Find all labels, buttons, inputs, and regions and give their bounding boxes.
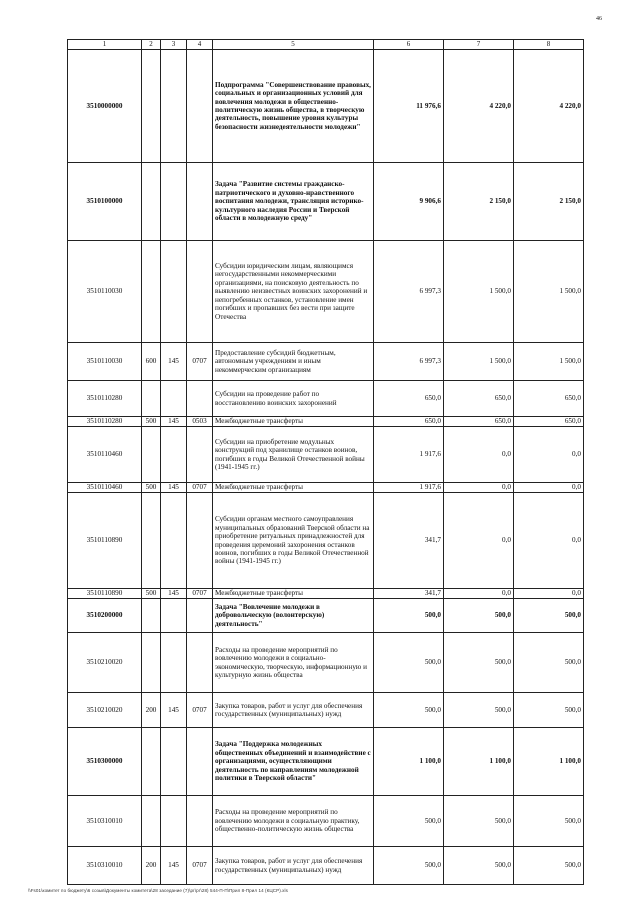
num-cell [161, 493, 187, 589]
value-cell: 1 917,6 [374, 427, 444, 483]
code-cell: 3510210020 [68, 693, 142, 728]
value-cell: 650,0 [514, 381, 584, 417]
num-cell [161, 241, 187, 343]
name-cell: Расходы на проведение мероприятий по вовлечению молодежи в социальную практику, общественно-политическую жизнь общества [213, 796, 374, 847]
table-row [68, 633, 584, 693]
value-cell: 2 150,0 [444, 163, 514, 241]
num-cell [142, 241, 161, 343]
num-cell: 0707 [187, 589, 213, 599]
value-cell: 6 997,3 [374, 343, 444, 381]
value-cell: 500,0 [514, 633, 584, 693]
num-cell [187, 241, 213, 343]
code-cell: 3510110890 [68, 493, 142, 589]
value-cell: 500,0 [444, 796, 514, 847]
code-cell: 3510210020 [68, 633, 142, 693]
num-cell: 200 [142, 847, 161, 885]
num-cell [142, 163, 161, 241]
num-cell: 600 [142, 343, 161, 381]
code-cell: 3510310010 [68, 796, 142, 847]
value-cell: 0,0 [514, 493, 584, 589]
header-cell: 4 [187, 40, 213, 50]
value-cell: 500,0 [374, 599, 444, 633]
num-cell [142, 50, 161, 163]
name-cell: Субсидии юридическим лицам, являющимся негосударственными некоммерческими организациями, на поисковую деятельность по выявлению неизвестных воинских захоронений и непогребенных останков, установление имен погибших и пропавших без вести при защите Отечества [213, 241, 374, 343]
table-row [68, 343, 584, 381]
value-cell: 500,0 [444, 599, 514, 633]
num-cell [161, 599, 187, 633]
value-cell: 650,0 [444, 381, 514, 417]
num-cell [161, 796, 187, 847]
value-cell: 0,0 [514, 427, 584, 483]
table-row [68, 847, 584, 885]
num-cell: 0707 [187, 343, 213, 381]
num-cell: 145 [161, 847, 187, 885]
num-cell: 145 [161, 693, 187, 728]
num-cell [161, 633, 187, 693]
header-cell: 1 [68, 40, 142, 50]
value-cell: 0,0 [444, 427, 514, 483]
file-path-footer: \\Fs01\комитет по бюджету\6 созыв\Документы комитета\28 заседание (7)\рг\рг\28) 544-П-П\Прил 8-Прил 14 (КЦСР).xls [28, 888, 288, 893]
value-cell: 500,0 [444, 633, 514, 693]
num-cell: 500 [142, 417, 161, 427]
value-cell: 0,0 [444, 493, 514, 589]
value-cell: 0,0 [514, 483, 584, 493]
code-cell: 3510200000 [68, 599, 142, 633]
name-cell: Задача "Вовлечение молодежи в добровольческую (волонтерскую) деятельность" [213, 599, 374, 633]
value-cell: 1 500,0 [444, 241, 514, 343]
value-cell: 650,0 [444, 417, 514, 427]
budget-table [67, 39, 584, 885]
table-row [68, 50, 584, 163]
value-cell: 650,0 [514, 417, 584, 427]
header-row [68, 40, 584, 50]
num-cell [187, 381, 213, 417]
value-cell: 341,7 [374, 589, 444, 599]
value-cell: 2 150,0 [514, 163, 584, 241]
table-row [68, 427, 584, 483]
num-cell: 0707 [187, 483, 213, 493]
value-cell: 4 220,0 [514, 50, 584, 163]
value-cell: 1 500,0 [444, 343, 514, 381]
value-cell: 341,7 [374, 493, 444, 589]
code-cell: 3510300000 [68, 728, 142, 796]
value-cell: 650,0 [374, 417, 444, 427]
value-cell: 500,0 [374, 693, 444, 728]
num-cell [187, 728, 213, 796]
num-cell [187, 633, 213, 693]
table-row [68, 163, 584, 241]
table-row [68, 483, 584, 493]
name-cell: Предоставление субсидий бюджетным, автономным учреждениям и иным некоммерческим организациям [213, 343, 374, 381]
num-cell: 145 [161, 417, 187, 427]
table-row [68, 589, 584, 599]
header-cell: 5 [213, 40, 374, 50]
name-cell: Межбюджетные трансферты [213, 483, 374, 493]
value-cell: 4 220,0 [444, 50, 514, 163]
value-cell: 1 100,0 [444, 728, 514, 796]
header-cell: 3 [161, 40, 187, 50]
header-cell: 6 [374, 40, 444, 50]
name-cell: Межбюджетные трансферты [213, 589, 374, 599]
table-row [68, 493, 584, 589]
value-cell: 500,0 [514, 796, 584, 847]
value-cell: 500,0 [514, 847, 584, 885]
num-cell [187, 163, 213, 241]
value-cell: 0,0 [444, 589, 514, 599]
code-cell: 3510110460 [68, 483, 142, 493]
name-cell: Подпрограмма "Совершенствование правовых, социальных и организационных условий для вовлечения молодежи в общественно-политическую жизнь общества, в творческую деятельность, повышение уровня культуры безопасности жизнедеятельности молодежи" [213, 50, 374, 163]
header-cell: 2 [142, 40, 161, 50]
value-cell: 500,0 [374, 847, 444, 885]
num-cell [187, 796, 213, 847]
page-number: 46 [596, 16, 602, 22]
value-cell: 1 500,0 [514, 343, 584, 381]
table-row [68, 693, 584, 728]
num-cell: 0707 [187, 847, 213, 885]
value-cell: 500,0 [444, 847, 514, 885]
num-cell [142, 381, 161, 417]
name-cell: Закупка товаров, работ и услуг для обеспечения государственных (муниципальных) нужд [213, 847, 374, 885]
num-cell: 500 [142, 483, 161, 493]
code-cell: 3510110030 [68, 241, 142, 343]
code-cell: 3510100000 [68, 163, 142, 241]
value-cell: 1 100,0 [374, 728, 444, 796]
value-cell: 6 997,3 [374, 241, 444, 343]
num-cell: 200 [142, 693, 161, 728]
header-cell: 7 [444, 40, 514, 50]
table-row [68, 728, 584, 796]
value-cell: 1 100,0 [514, 728, 584, 796]
value-cell: 500,0 [374, 633, 444, 693]
value-cell: 650,0 [374, 381, 444, 417]
num-cell [142, 796, 161, 847]
value-cell: 500,0 [514, 599, 584, 633]
num-cell [161, 728, 187, 796]
num-cell [187, 427, 213, 483]
num-cell: 145 [161, 483, 187, 493]
code-cell: 3510110280 [68, 417, 142, 427]
value-cell: 1 917,6 [374, 483, 444, 493]
name-cell: Субсидии на приобретение модульных конструкций под хранилище останков воинов, погибших в годы Великой Отечественной войны (1941-1945 гг.) [213, 427, 374, 483]
num-cell [142, 728, 161, 796]
table-row [68, 599, 584, 633]
name-cell: Закупка товаров, работ и услуг для обеспечения государственных (муниципальных) нужд [213, 693, 374, 728]
num-cell: 145 [161, 589, 187, 599]
name-cell: Задача "Развитие системы гражданско-патриотического и духовно-нравственного воспитания молодежи, трансляция историко-культурного наследия России и Тверской области в молодежную среду" [213, 163, 374, 241]
value-cell: 0,0 [514, 589, 584, 599]
name-cell: Субсидии на проведение работ по восстановлению воинских захоронений [213, 381, 374, 417]
num-cell [187, 599, 213, 633]
num-cell [161, 50, 187, 163]
name-cell: Задача "Поддержка молодежных общественных объединений и взаимодействие с организациями, осуществляющими деятельность по направлениям молодежной политики в Тверской области" [213, 728, 374, 796]
code-cell: 3510110890 [68, 589, 142, 599]
code-cell: 3510110030 [68, 343, 142, 381]
code-cell: 3510110280 [68, 381, 142, 417]
code-cell: 3510110460 [68, 427, 142, 483]
value-cell: 9 906,6 [374, 163, 444, 241]
name-cell: Субсидии органам местного самоуправления муниципальных образований Тверской области на приобретение ритуальных принадлежностей для проведения церемоний захоронения останков воинов, погибших в годы Великой Отечественной войны (1941-1945 гг.) [213, 493, 374, 589]
table-row [68, 796, 584, 847]
table-row [68, 417, 584, 427]
name-cell: Расходы на проведение мероприятий по вовлечению молодежи в социально-экономическую, творческую, информационную и культурную жизнь общества [213, 633, 374, 693]
num-cell [142, 633, 161, 693]
table-row [68, 241, 584, 343]
code-cell: 3510310010 [68, 847, 142, 885]
num-cell [187, 493, 213, 589]
num-cell [161, 427, 187, 483]
num-cell [142, 427, 161, 483]
num-cell [142, 599, 161, 633]
value-cell: 500,0 [374, 796, 444, 847]
value-cell: 500,0 [514, 693, 584, 728]
num-cell [161, 381, 187, 417]
name-cell: Межбюджетные трансферты [213, 417, 374, 427]
num-cell: 500 [142, 589, 161, 599]
code-cell: 3510000000 [68, 50, 142, 163]
num-cell: 0707 [187, 693, 213, 728]
num-cell [142, 493, 161, 589]
value-cell: 11 976,6 [374, 50, 444, 163]
num-cell: 0503 [187, 417, 213, 427]
num-cell [187, 50, 213, 163]
value-cell: 1 500,0 [514, 241, 584, 343]
num-cell [161, 163, 187, 241]
table-row [68, 381, 584, 417]
value-cell: 500,0 [444, 693, 514, 728]
num-cell: 145 [161, 343, 187, 381]
header-cell: 8 [514, 40, 584, 50]
value-cell: 0,0 [444, 483, 514, 493]
